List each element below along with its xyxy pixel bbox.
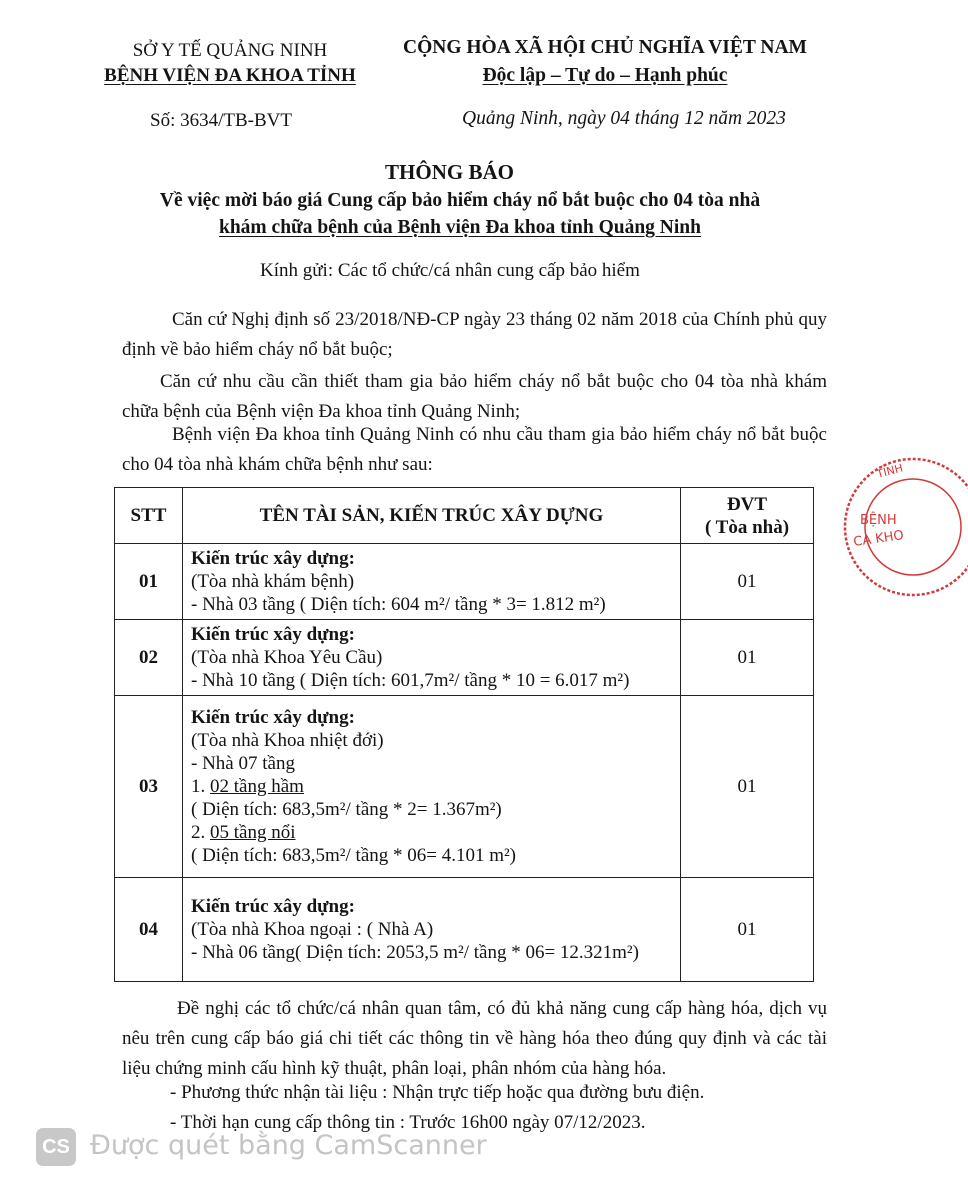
camscanner-logo-icon: CS — [36, 1128, 76, 1166]
row-description — [183, 620, 681, 696]
subject-line-2 — [110, 214, 810, 241]
paragraph-request-text: Đề nghị các tổ chức/cá nhân quan tâm, có đủ khả năng cung cấp hàng hóa, dịch vụ nêu trên cung cấp báo giá chi tiết các thông tin về hàng hóa theo đúng quy định và các tài liệu chứng minh cấu hình kỹ thuật, phân loại, phân nhóm của hàng hóa. — [122, 998, 827, 1079]
row-stt: 04 — [115, 878, 183, 982]
table-row — [115, 544, 814, 620]
stamp-text-bottom: CA KHO — [852, 528, 905, 550]
header-name: TÊN TÀI SẢN, KIẾN TRÚC XÂY DỰNG — [183, 488, 681, 544]
paragraph-hospital-need-text: Bệnh viện Đa khoa tỉnh Quảng Ninh có nhu cầu tham gia bảo hiểm cháy nổ bắt buộc cho 04 tòa nhà khám chữa bệnh như sau: — [122, 424, 827, 475]
subitem-label: 05 tầng nổi — [210, 822, 296, 843]
national-motto-block — [385, 34, 825, 90]
row-description — [183, 696, 681, 878]
row-heading: Kiến trúc xây dựng: — [191, 896, 355, 917]
row-subitem-basement-area: ( Diện tích: 683,5m²/ tầng * 2= 1.367m²) — [191, 799, 502, 820]
issuer-hospital-text: BỆNH VIỆN ĐA KHOA TỈNH — [104, 65, 356, 86]
paragraph-legal-basis — [122, 305, 827, 365]
paragraph-request — [122, 994, 827, 1084]
row-stt: 03 — [115, 696, 183, 878]
document-subject — [110, 187, 810, 241]
row-subitem-floors-area: ( Diện tích: 683,5m²/ tầng * 06= 4.101 m²) — [191, 845, 517, 866]
recipient-line: Kính gửi: Các tổ chức/cá nhân cung cấp bảo hiểm — [260, 260, 640, 281]
table-header-row — [115, 488, 814, 544]
subitem-number: 1. — [191, 776, 210, 797]
header-unit-line2: ( Tòa nhà) — [704, 516, 790, 538]
stamp-text-middle: BỆNH — [860, 513, 897, 528]
deadline: - Thời hạn cung cấp thông tin : Trước 16h00 ngày 07/12/2023. — [170, 1112, 646, 1133]
header-stt: STT — [115, 488, 183, 544]
official-stamp — [838, 452, 968, 602]
buildings-table — [114, 487, 814, 982]
stamp-text-top: TỈNH — [875, 461, 905, 481]
paragraph-hospital-need — [122, 420, 827, 480]
row-heading: Kiến trúc xây dựng: — [191, 707, 355, 728]
row-building: (Tòa nhà Khoa nhiệt đới) — [191, 730, 384, 751]
motto-text: Độc lập – Tự do – Hạnh phúc — [482, 65, 728, 86]
row-subitem-basement — [191, 775, 674, 798]
country-name: CỘNG HÒA XÃ HỘI CHỦ NGHĨA VIỆT NAM — [403, 37, 807, 58]
receiving-method: - Phương thức nhận tài liệu : Nhận trực tiếp hoặc qua đường bưu điện. — [170, 1082, 705, 1103]
subject-line-2-text: khám chữa bệnh của Bệnh viện Đa khoa tỉnh Quảng Ninh — [218, 217, 701, 238]
row-detail: - Nhà 06 tầng( Diện tích: 2053,5 m²/ tầng * 06= 12.321m²) — [191, 942, 639, 963]
subitem-number: 2. — [191, 822, 210, 843]
document-date: Quảng Ninh, ngày 04 tháng 12 năm 2023 — [462, 108, 786, 129]
subject-line-1: Về việc mời báo giá Cung cấp bảo hiểm cháy nổ bắt buộc cho 04 tòa nhà — [159, 190, 761, 211]
paragraph-need-text: Căn cứ nhu cầu cần thiết tham gia bảo hiểm cháy nổ bắt buộc cho 04 tòa nhà khám chữa bệnh của Bệnh viện Đa khoa tỉnh Quảng Ninh; — [122, 371, 827, 422]
row-detail: - Nhà 03 tầng ( Diện tích: 604 m²/ tầng * 3= 1.812 m²) — [191, 594, 606, 615]
issuer-department: SỞ Y TẾ QUẢNG NINH — [132, 40, 328, 61]
row-building: (Tòa nhà khám bệnh) — [191, 571, 355, 592]
subitem-label: 02 tầng hầm — [210, 776, 304, 797]
row-unit: 01 — [681, 878, 814, 982]
table-row — [115, 878, 814, 982]
paragraph-need — [122, 367, 827, 427]
header-unit-line1: ĐVT — [726, 493, 768, 515]
document-number: Số: 3634/TB-BVT — [150, 110, 292, 131]
issuer-block — [80, 38, 380, 88]
row-stt: 01 — [115, 544, 183, 620]
row-unit: 01 — [681, 696, 814, 878]
camscanner-watermark: Được quét bằng CamScanner — [90, 1130, 487, 1161]
row-heading: Kiến trúc xây dựng: — [191, 624, 355, 645]
row-detail: - Nhà 07 tầng — [191, 753, 295, 774]
row-heading: Kiến trúc xây dựng: — [191, 548, 355, 569]
issuer-hospital — [80, 63, 380, 88]
row-subitem-floors — [191, 821, 674, 844]
motto — [385, 62, 825, 90]
row-building: (Tòa nhà Khoa Yêu Cầu) — [191, 647, 383, 668]
row-description — [183, 544, 681, 620]
document-title: THÔNG BÁO — [385, 160, 514, 184]
row-unit: 01 — [681, 544, 814, 620]
row-unit: 01 — [681, 620, 814, 696]
row-detail: - Nhà 10 tầng ( Diện tích: 601,7m²/ tầng * 10 = 6.017 m²) — [191, 670, 630, 691]
row-stt: 02 — [115, 620, 183, 696]
row-building: (Tòa nhà Khoa ngoại : ( Nhà A) — [191, 919, 434, 940]
header-unit — [681, 488, 814, 544]
table-row — [115, 696, 814, 878]
paragraph-legal-basis-text: Căn cứ Nghị định số 23/2018/NĐ-CP ngày 23 tháng 02 năm 2018 của Chính phủ quy định về bảo hiểm cháy nổ bắt buộc; — [122, 309, 827, 360]
table-row — [115, 620, 814, 696]
row-description — [183, 878, 681, 982]
